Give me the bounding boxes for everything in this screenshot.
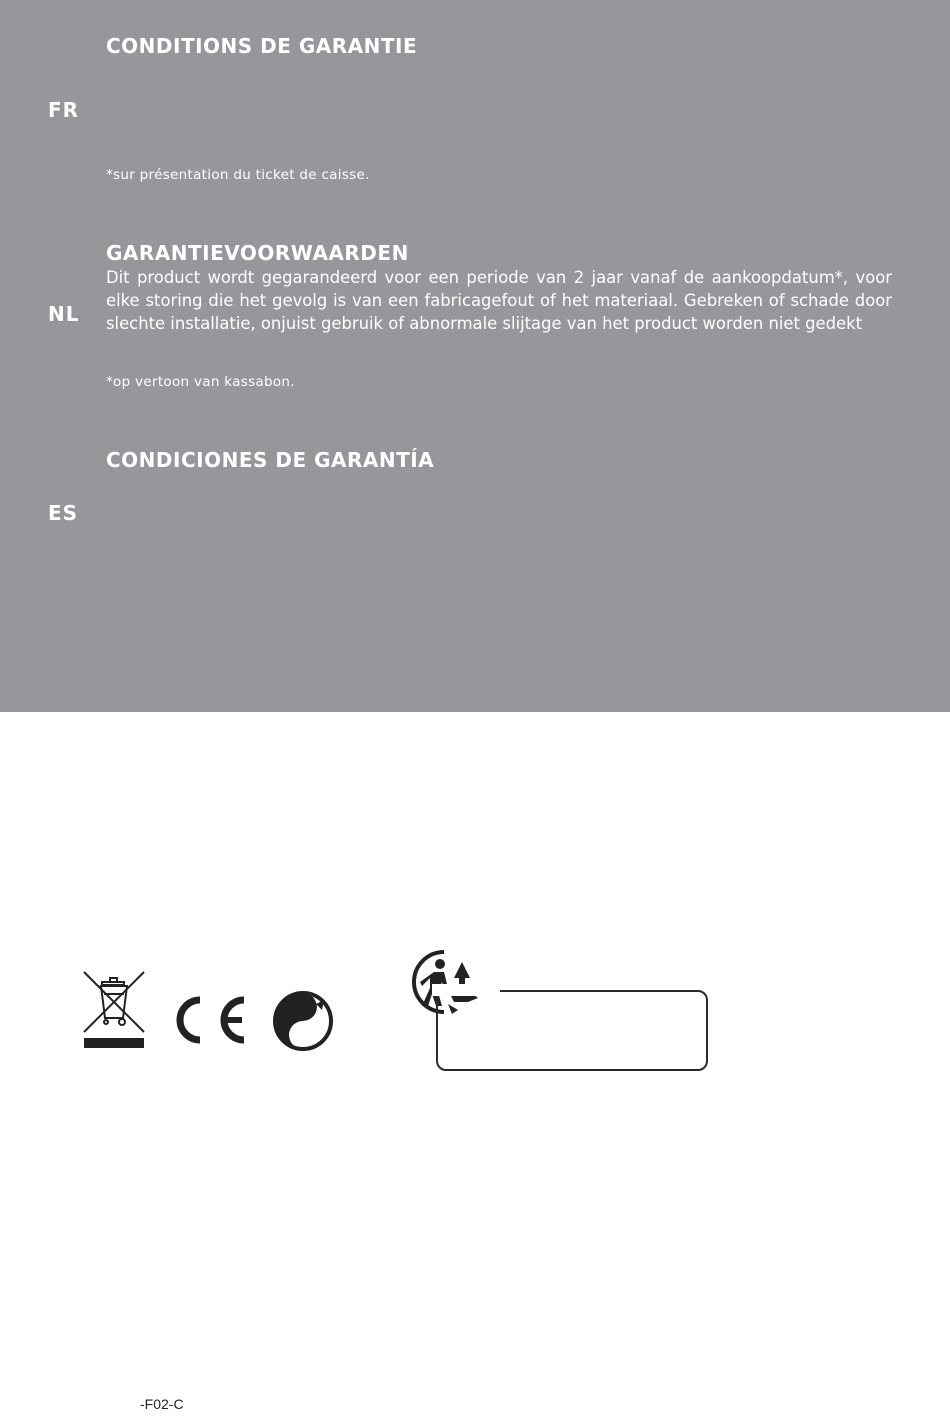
- fr-footnote: *sur présentation du ticket de caisse.: [106, 167, 370, 183]
- info-box-gap: [432, 984, 500, 996]
- nl-footnote: *op vertoon van kassabon.: [106, 374, 295, 390]
- weee-crossed-bin-icon: [82, 970, 146, 1052]
- fr-lang-label: FR: [48, 98, 80, 122]
- fr-heading: CONDITIONS DE GARANTIE: [106, 34, 418, 58]
- triman-info-box: [436, 990, 708, 1071]
- es-heading: CONDICIONES DE GARANTÍA: [106, 448, 435, 472]
- warranty-panel: [0, 0, 950, 712]
- product-code: -F02-C: [140, 1396, 184, 1412]
- nl-body: Dit product wordt gegarandeerd voor een periode van 2 jaar vanaf de aankoopdatum*, voor elke storing die het gevolg is van een fabricagefout of het materiaal. Gebreken of schade door slechte installatie, onjuist gebruik of abnormale slijtage van het product worden niet gedekt: [106, 268, 892, 333]
- nl-heading: GARANTIEVOORWAARDEN: [106, 241, 409, 265]
- es-lang-label: ES: [48, 501, 79, 525]
- green-dot-icon: [272, 990, 334, 1052]
- nl-lang-label: NL: [48, 302, 80, 326]
- ce-mark-icon: [166, 992, 250, 1048]
